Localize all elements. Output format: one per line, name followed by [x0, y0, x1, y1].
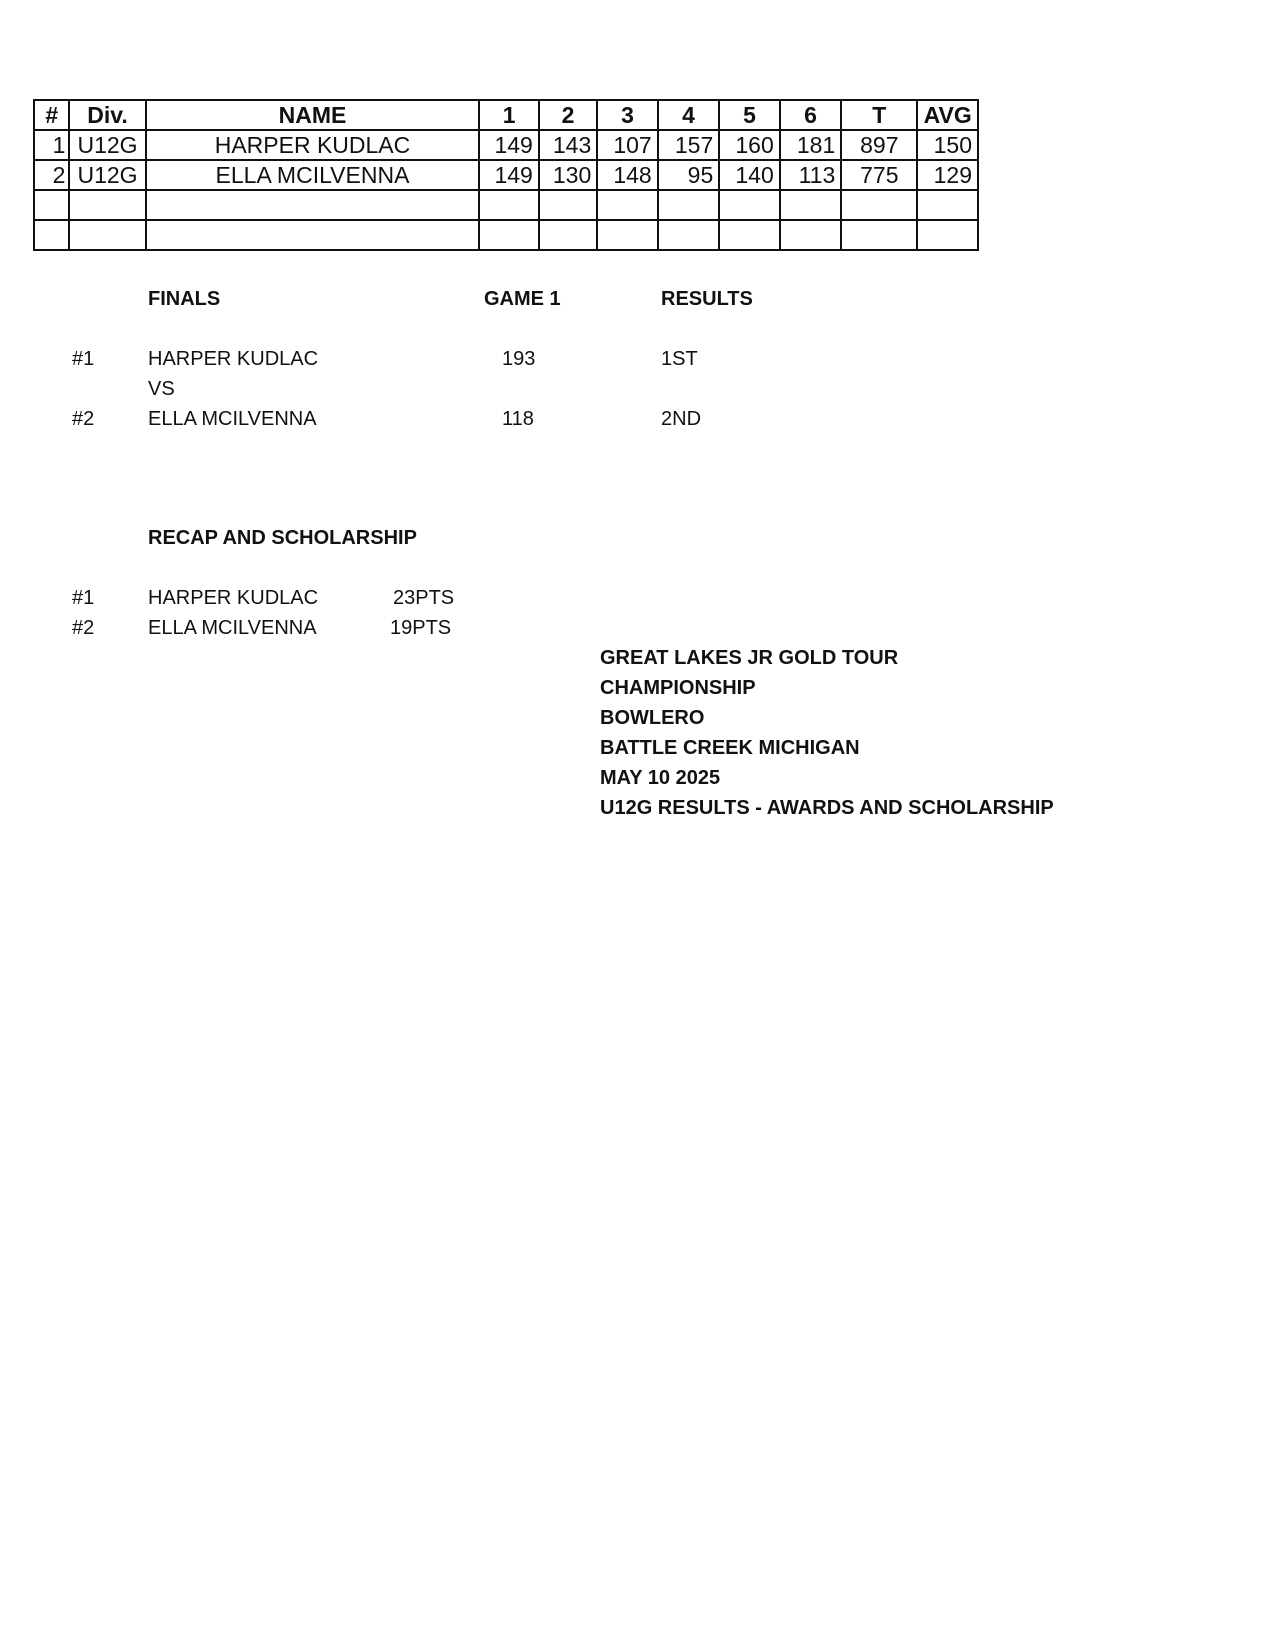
cell-game-2: 143: [539, 130, 597, 160]
header-game-6: 6: [780, 100, 842, 130]
cell-game-1: 149: [479, 160, 538, 190]
cell-empty: [841, 190, 917, 220]
table-row: [34, 160, 978, 190]
header-average: AVG: [917, 100, 978, 130]
header-game-2: 2: [539, 100, 597, 130]
cell-empty: [539, 190, 597, 220]
cell-game-3: 107: [597, 130, 657, 160]
header-game-4: 4: [658, 100, 720, 130]
cell-empty: [658, 190, 720, 220]
cell-game-4: 157: [658, 130, 720, 160]
event-info-line: BOWLERO: [600, 707, 705, 729]
event-info-line: U12G RESULTS - AWARDS AND SCHOLARSHIP: [600, 797, 1054, 819]
recap-seed-1: #1: [72, 587, 95, 609]
cell-division: U12G: [69, 160, 145, 190]
cell-empty: [479, 190, 538, 220]
cell-empty: [539, 220, 597, 250]
cell-division: U12G: [69, 130, 145, 160]
header-game-3: 3: [597, 100, 657, 130]
header-division: Div.: [69, 100, 145, 130]
cell-empty: [658, 220, 720, 250]
cell-game-1: 149: [479, 130, 538, 160]
finals-result-2: 2ND: [661, 408, 702, 430]
recap-points-1: 23PTS: [393, 587, 455, 609]
recap-name-2: ELLA MCILVENNA: [148, 617, 317, 639]
cell-empty: [69, 220, 145, 250]
cell-empty: [146, 220, 480, 250]
finals-score-1: 193: [502, 348, 536, 370]
score-table: [33, 99, 979, 251]
finals-results-heading: RESULTS: [661, 288, 753, 310]
cell-empty: [841, 220, 917, 250]
finals-game-heading: GAME 1: [484, 288, 561, 310]
recap-seed-2: #2: [72, 617, 95, 639]
event-info-line: BATTLE CREEK MICHIGAN: [600, 737, 860, 759]
cell-total: 775: [841, 160, 917, 190]
finals-name-1: HARPER KUDLAC: [148, 348, 319, 370]
cell-average: 129: [917, 160, 978, 190]
cell-average: 150: [917, 130, 978, 160]
cell-game-3: 148: [597, 160, 657, 190]
event-info-line: CHAMPIONSHIP: [600, 677, 756, 699]
recap-heading: RECAP AND SCHOLARSHIP: [148, 527, 417, 549]
cell-empty: [597, 190, 657, 220]
cell-game-6: 181: [780, 130, 842, 160]
header-rank: #: [34, 100, 69, 130]
finals-vs-label: VS: [148, 378, 175, 400]
cell-rank: 2: [34, 160, 69, 190]
cell-game-5: 140: [719, 160, 779, 190]
cell-empty: [69, 190, 145, 220]
cell-empty: [917, 220, 978, 250]
header-total: T: [841, 100, 917, 130]
finals-heading: FINALS: [148, 288, 221, 310]
finals-score-2: 118: [502, 408, 534, 430]
event-info-line: MAY 10 2025: [600, 767, 721, 789]
header-game-1: 1: [479, 100, 538, 130]
finals-seed-1: #1: [72, 348, 95, 370]
cell-game-5: 160: [719, 130, 779, 160]
cell-name: HARPER KUDLAC: [146, 130, 480, 160]
finals-seed-2: #2: [72, 408, 95, 430]
cell-game-4: 95: [658, 160, 720, 190]
recap-name-1: HARPER KUDLAC: [148, 587, 319, 609]
cell-empty: [34, 220, 69, 250]
cell-game-6: 113: [780, 160, 842, 190]
table-header-row: [34, 100, 978, 130]
cell-empty: [479, 220, 538, 250]
cell-empty: [780, 220, 842, 250]
header-name: NAME: [146, 100, 480, 130]
recap-points-2: 19PTS: [390, 617, 452, 639]
cell-empty: [719, 190, 779, 220]
cell-empty: [146, 190, 480, 220]
cell-game-2: 130: [539, 160, 597, 190]
event-info-line: GREAT LAKES JR GOLD TOUR: [600, 647, 899, 669]
cell-rank: 1: [34, 130, 69, 160]
cell-empty: [719, 220, 779, 250]
cell-empty: [917, 190, 978, 220]
cell-name: ELLA MCILVENNA: [146, 160, 480, 190]
cell-empty: [34, 190, 69, 220]
table-row: [34, 130, 978, 160]
finals-result-1: 1ST: [661, 348, 698, 370]
finals-name-2: ELLA MCILVENNA: [148, 408, 317, 430]
cell-total: 897: [841, 130, 917, 160]
cell-empty: [597, 220, 657, 250]
table-row-empty: [34, 190, 978, 220]
cell-empty: [780, 190, 842, 220]
header-game-5: 5: [719, 100, 779, 130]
table-row-empty: [34, 220, 978, 250]
event-info: [600, 643, 1054, 823]
